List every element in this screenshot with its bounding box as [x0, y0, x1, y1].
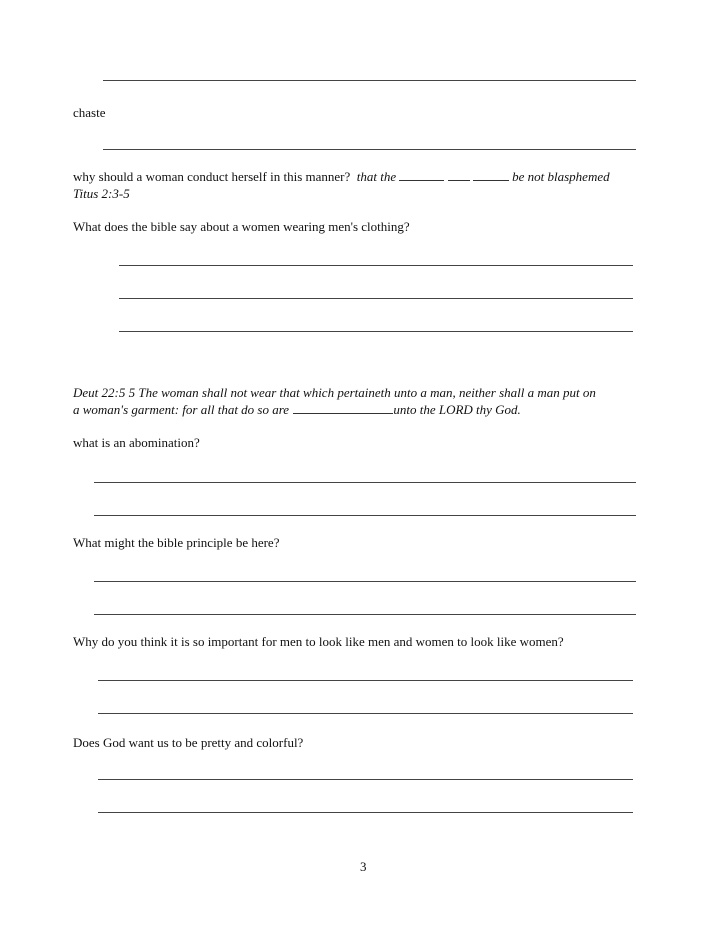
answer-line[interactable] — [98, 713, 633, 714]
titus-reference: Titus 2:3-5 — [73, 186, 130, 201]
question-look-like: Why do you think it is so important for men to look like men and women to look like women? — [73, 634, 564, 649]
fill-blank[interactable] — [473, 168, 509, 181]
fill-blank[interactable] — [399, 168, 444, 181]
question-principle: What might the bible principle be here? — [73, 535, 280, 550]
chaste-label: chaste — [73, 105, 106, 120]
page-number: 3 — [360, 859, 367, 874]
answer-line[interactable] — [98, 680, 633, 681]
answer-line[interactable] — [103, 80, 636, 81]
question-conduct-text: why should a woman conduct herself in this manner? — [73, 169, 351, 184]
answer-suffix: be not blasphemed — [512, 169, 610, 184]
question-abomination: what is an abomination? — [73, 435, 200, 450]
deut-verse-line2 — [73, 401, 521, 418]
answer-line[interactable] — [119, 331, 633, 332]
deut-verse-line1: Deut 22:5 5 The woman shall not wear that which pertaineth unto a man, neither shall a man put on — [73, 385, 596, 400]
answer-line[interactable] — [94, 482, 636, 483]
fill-blank[interactable] — [448, 168, 470, 181]
answer-line[interactable] — [94, 515, 636, 516]
answer-line[interactable] — [98, 779, 633, 780]
answer-line[interactable] — [103, 149, 636, 150]
question-pretty: Does God want us to be pretty and colorful? — [73, 735, 304, 750]
question-conduct — [73, 168, 610, 185]
answer-prefix: that the — [356, 169, 397, 184]
deut-verse-prefix: a woman's garment: for all that do so are — [73, 402, 290, 417]
answer-line[interactable] — [119, 265, 633, 266]
answer-line[interactable] — [94, 614, 636, 615]
answer-line[interactable] — [94, 581, 636, 582]
deut-verse-suffix: unto the LORD thy God. — [393, 402, 521, 417]
answer-line[interactable] — [98, 812, 633, 813]
fill-blank[interactable] — [293, 401, 393, 414]
question-clothing: What does the bible say about a women wearing men's clothing? — [73, 219, 410, 234]
answer-line[interactable] — [119, 298, 633, 299]
